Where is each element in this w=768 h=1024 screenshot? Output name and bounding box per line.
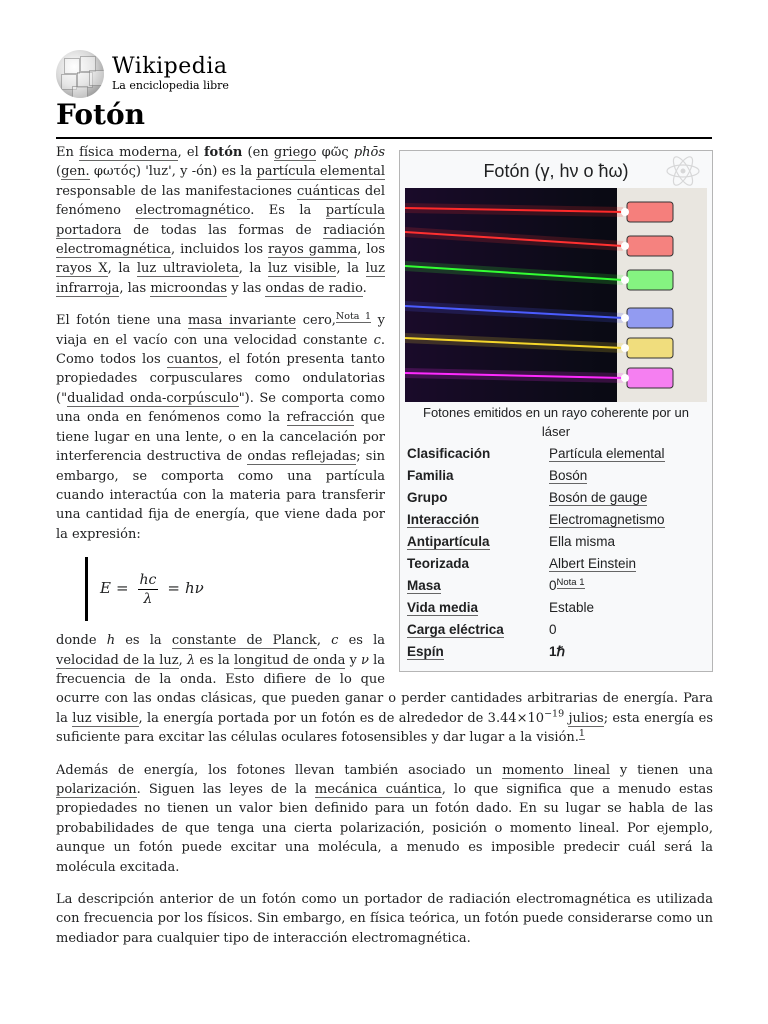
link-cuanticas[interactable]: cuánticas (296, 183, 360, 199)
infobox-title-text: Fotón (γ, hν o ħω) (483, 161, 629, 181)
infobox-value-link[interactable]: Partícula elemental (549, 446, 665, 461)
laser-aperture (621, 374, 629, 382)
link-fisica-moderna[interactable]: física moderna (79, 145, 178, 160)
title-divider (56, 137, 712, 139)
infobox-label: Familia (407, 468, 454, 483)
infobox-row (405, 465, 707, 487)
infobox-label-link[interactable]: Espín (407, 644, 444, 659)
term-foton: fotón (203, 145, 243, 160)
link-rayos-x[interactable]: rayos X (56, 261, 108, 277)
infobox-value: Estable (549, 600, 595, 615)
laser-aperture (621, 314, 629, 322)
link-masa-invariante[interactable]: masa invariante (187, 313, 297, 329)
laser-aperture (621, 242, 629, 250)
link-rayos-gamma[interactable]: rayos gamma (267, 242, 358, 258)
wikipedia-globe-icon[interactable] (56, 50, 104, 98)
infobox-value: 0 (549, 578, 557, 593)
laser-pointer-device (627, 270, 673, 290)
link-cuantos[interactable]: cuantos (166, 352, 219, 368)
infobox-row (405, 597, 707, 619)
page-title: Fotón (56, 98, 145, 131)
infobox-label-link[interactable]: Carga eléctrica (407, 622, 504, 637)
infobox-value-link[interactable]: Bosón de gauge (549, 490, 648, 505)
laser-aperture (621, 344, 629, 352)
link-ondas-reflejadas[interactable]: ondas reflejadas (247, 449, 357, 465)
site-brand[interactable] (112, 55, 229, 93)
paragraph-momentum: Además de energía, los fotones llevan también asociado un momento lineal y tienen una polarización. Siguen las leyes de la mecánica cuántica, lo que significa que a menudo estas propiedades no tienen un valor bien definido para un fotón dado. En su lugar se habla de las probabilidades de que tenga una cierta polarización, posición o momento lineal. Por ejemplo, aunque un fotón puede excitar una molécula, a menudo es imposible predecir cuál será la molécula excitada. (56, 762, 713, 875)
infobox-row (405, 509, 707, 531)
infobox-label-link[interactable]: Antipartícula (407, 534, 490, 549)
link-griego[interactable]: griego (273, 145, 317, 160)
link-julios[interactable]: julios (568, 710, 604, 726)
infobox-value-link[interactable]: Electromagnetismo (549, 512, 665, 527)
laser-pointer-device (627, 202, 673, 222)
link-luz-visible[interactable]: luz visible (267, 261, 337, 277)
paragraph-properties: El fotón tiene una masa invariante cero,$^{Nota 1}$ y viaja en el vacío con una velocidad constante c. Como todos los cuantos, el fotón presenta tanto propiedades corpusculares como ondulatorias ("dualidad onda-corpúsculo"). Se comporta como una onda en fenómenos como la refracción que tiene lugar en una lente, o en la cancelación por interferencia destructiva de ondas reflejadas; sin embargo, se comporta como una partícula cuando interactúa con la materia para transferir una cantidad fija de energía, que viene dada por la expresión: (56, 310, 386, 542)
link-particula-elemental[interactable]: partícula elemental (256, 164, 385, 180)
link-luz-ultravioleta[interactable]: luz ultravioleta (136, 261, 239, 277)
link-luz-visible-2[interactable]: luz visible (72, 710, 139, 726)
infobox-title (405, 154, 707, 188)
infobox-value: 0 (549, 622, 557, 637)
laser-pointer-device (627, 236, 673, 256)
link-radiacion-electromagnetica[interactable]: radiación electromagnética (56, 222, 385, 258)
paragraph-mediator: La descripción anterior de un fotón como un portador de radiación electromagnética es utilizada con frecuencia por los físicos. Sin embargo, en física teórica, un fotón puede considerarse como un mediador para cualquier tipo de interacción electromagnética. (56, 892, 713, 946)
infobox-label: Teorizada (407, 556, 470, 571)
formula-equals-sign: = (167, 579, 180, 598)
paragraph-intro: En física moderna, el fotón (en griego φῶς phōs (gen. φωτός) 'luz', y -ón) es la partícula elemental responsable de las manifestaciones cuánticas del fenómeno electromagnético. Es la partícula portadora de todas las formas de radiación electromagnética, incluidos los rayos gamma, los rayos X, la luz ultravioleta, la luz visible, la luz infrarroja, las microondas y las ondas de radio. (56, 145, 386, 296)
note-link[interactable]: Nota 1 (556, 576, 585, 588)
infobox-value: Ella misma (549, 534, 616, 549)
infobox (399, 150, 713, 672)
infobox-label-link[interactable]: Masa (407, 578, 441, 593)
atom-icon (665, 156, 701, 186)
infobox-label-link[interactable]: Interacción (407, 512, 480, 527)
infobox-label-link[interactable]: Vida media (407, 600, 479, 615)
link-gen[interactable]: gen. (61, 164, 90, 180)
link-velocidad-de-la-luz[interactable]: velocidad de la luz (56, 652, 179, 668)
link-dualidad-onda-corpusculo[interactable]: dualidad onda-corpúsculo (67, 390, 239, 406)
laser-pointer-device (627, 308, 673, 328)
link-luz-infrarroja[interactable]: luz infrarroja (56, 261, 386, 296)
article-body (56, 143, 713, 961)
laser-beams-illustration (405, 188, 707, 402)
link-longitud-de-onda[interactable]: longitud de onda (233, 652, 346, 668)
link-constante-de-planck[interactable]: constante de Planck (171, 633, 317, 649)
infobox-table (405, 443, 707, 663)
energy-formula (85, 557, 385, 621)
paragraph-energy: donde h es la constante de Planck, c es la velocidad de la luz, λ es la longitud de onda y ν la frecuencia de la onda. Esto difiere de lo que ocurre con las ondas clásicas, que pueden ganar o perder cantidades arbitrarias de energía. Para la luz visible, la energía portada por un fotón es de alrededor de $3.44\times 10^{-19}$ julios; esta energía es suficiente para excitar las células oculares fotosensibles y dar lugar a la visión.$^1$ (56, 633, 714, 746)
site-tagline: La enciclopedia libre (112, 79, 229, 92)
infobox-label: Grupo (407, 490, 448, 505)
formula-denominator: λ (143, 590, 153, 607)
reference-link[interactable]: 1 (578, 727, 585, 739)
link-particula-portadora[interactable]: partícula portadora (56, 203, 385, 238)
link-momento-lineal[interactable]: momento lineal (502, 762, 610, 778)
infobox-row (405, 575, 707, 597)
link-mecanica-cuantica[interactable]: mecánica cuántica (314, 781, 442, 797)
link-electromagnetico[interactable]: electromagnético (135, 203, 251, 219)
infobox-value: 1ℏ (549, 644, 566, 659)
laser-aperture (621, 208, 629, 216)
infobox-value-link[interactable]: Bosón (549, 468, 588, 483)
infobox-row (405, 641, 707, 663)
infobox-row (405, 553, 707, 575)
infobox-row (405, 443, 707, 465)
site-header[interactable] (56, 52, 229, 96)
formula-rhs: hν (184, 579, 204, 598)
link-refraccion[interactable]: refracción (286, 410, 355, 426)
formula-equals-sign: = (115, 579, 129, 598)
infobox-image-caption: Fotones emitidos en un rayo coherente por un láser (423, 405, 689, 439)
formula-fraction (138, 571, 159, 608)
link-ondas-de-radio[interactable]: ondas de radio (265, 280, 363, 296)
link-microondas[interactable]: microondas (150, 280, 228, 296)
note-link[interactable]: Nota 1 (335, 310, 372, 322)
infobox-row (405, 487, 707, 509)
laser-pointer-device (627, 338, 673, 358)
laser-photo[interactable] (405, 188, 707, 402)
formula-lhs: E (100, 579, 111, 598)
infobox-value-link[interactable]: Albert Einstein (549, 556, 637, 571)
laser-pointer-device (627, 368, 673, 388)
laser-aperture (621, 276, 629, 284)
site-name: Wikipedia (112, 54, 228, 79)
infobox-row (405, 619, 707, 641)
link-polarizacion[interactable]: polarización (56, 781, 137, 797)
formula-numerator: hc (139, 571, 157, 588)
infobox-label: Clasificación (407, 446, 491, 461)
infobox-row (405, 531, 707, 553)
